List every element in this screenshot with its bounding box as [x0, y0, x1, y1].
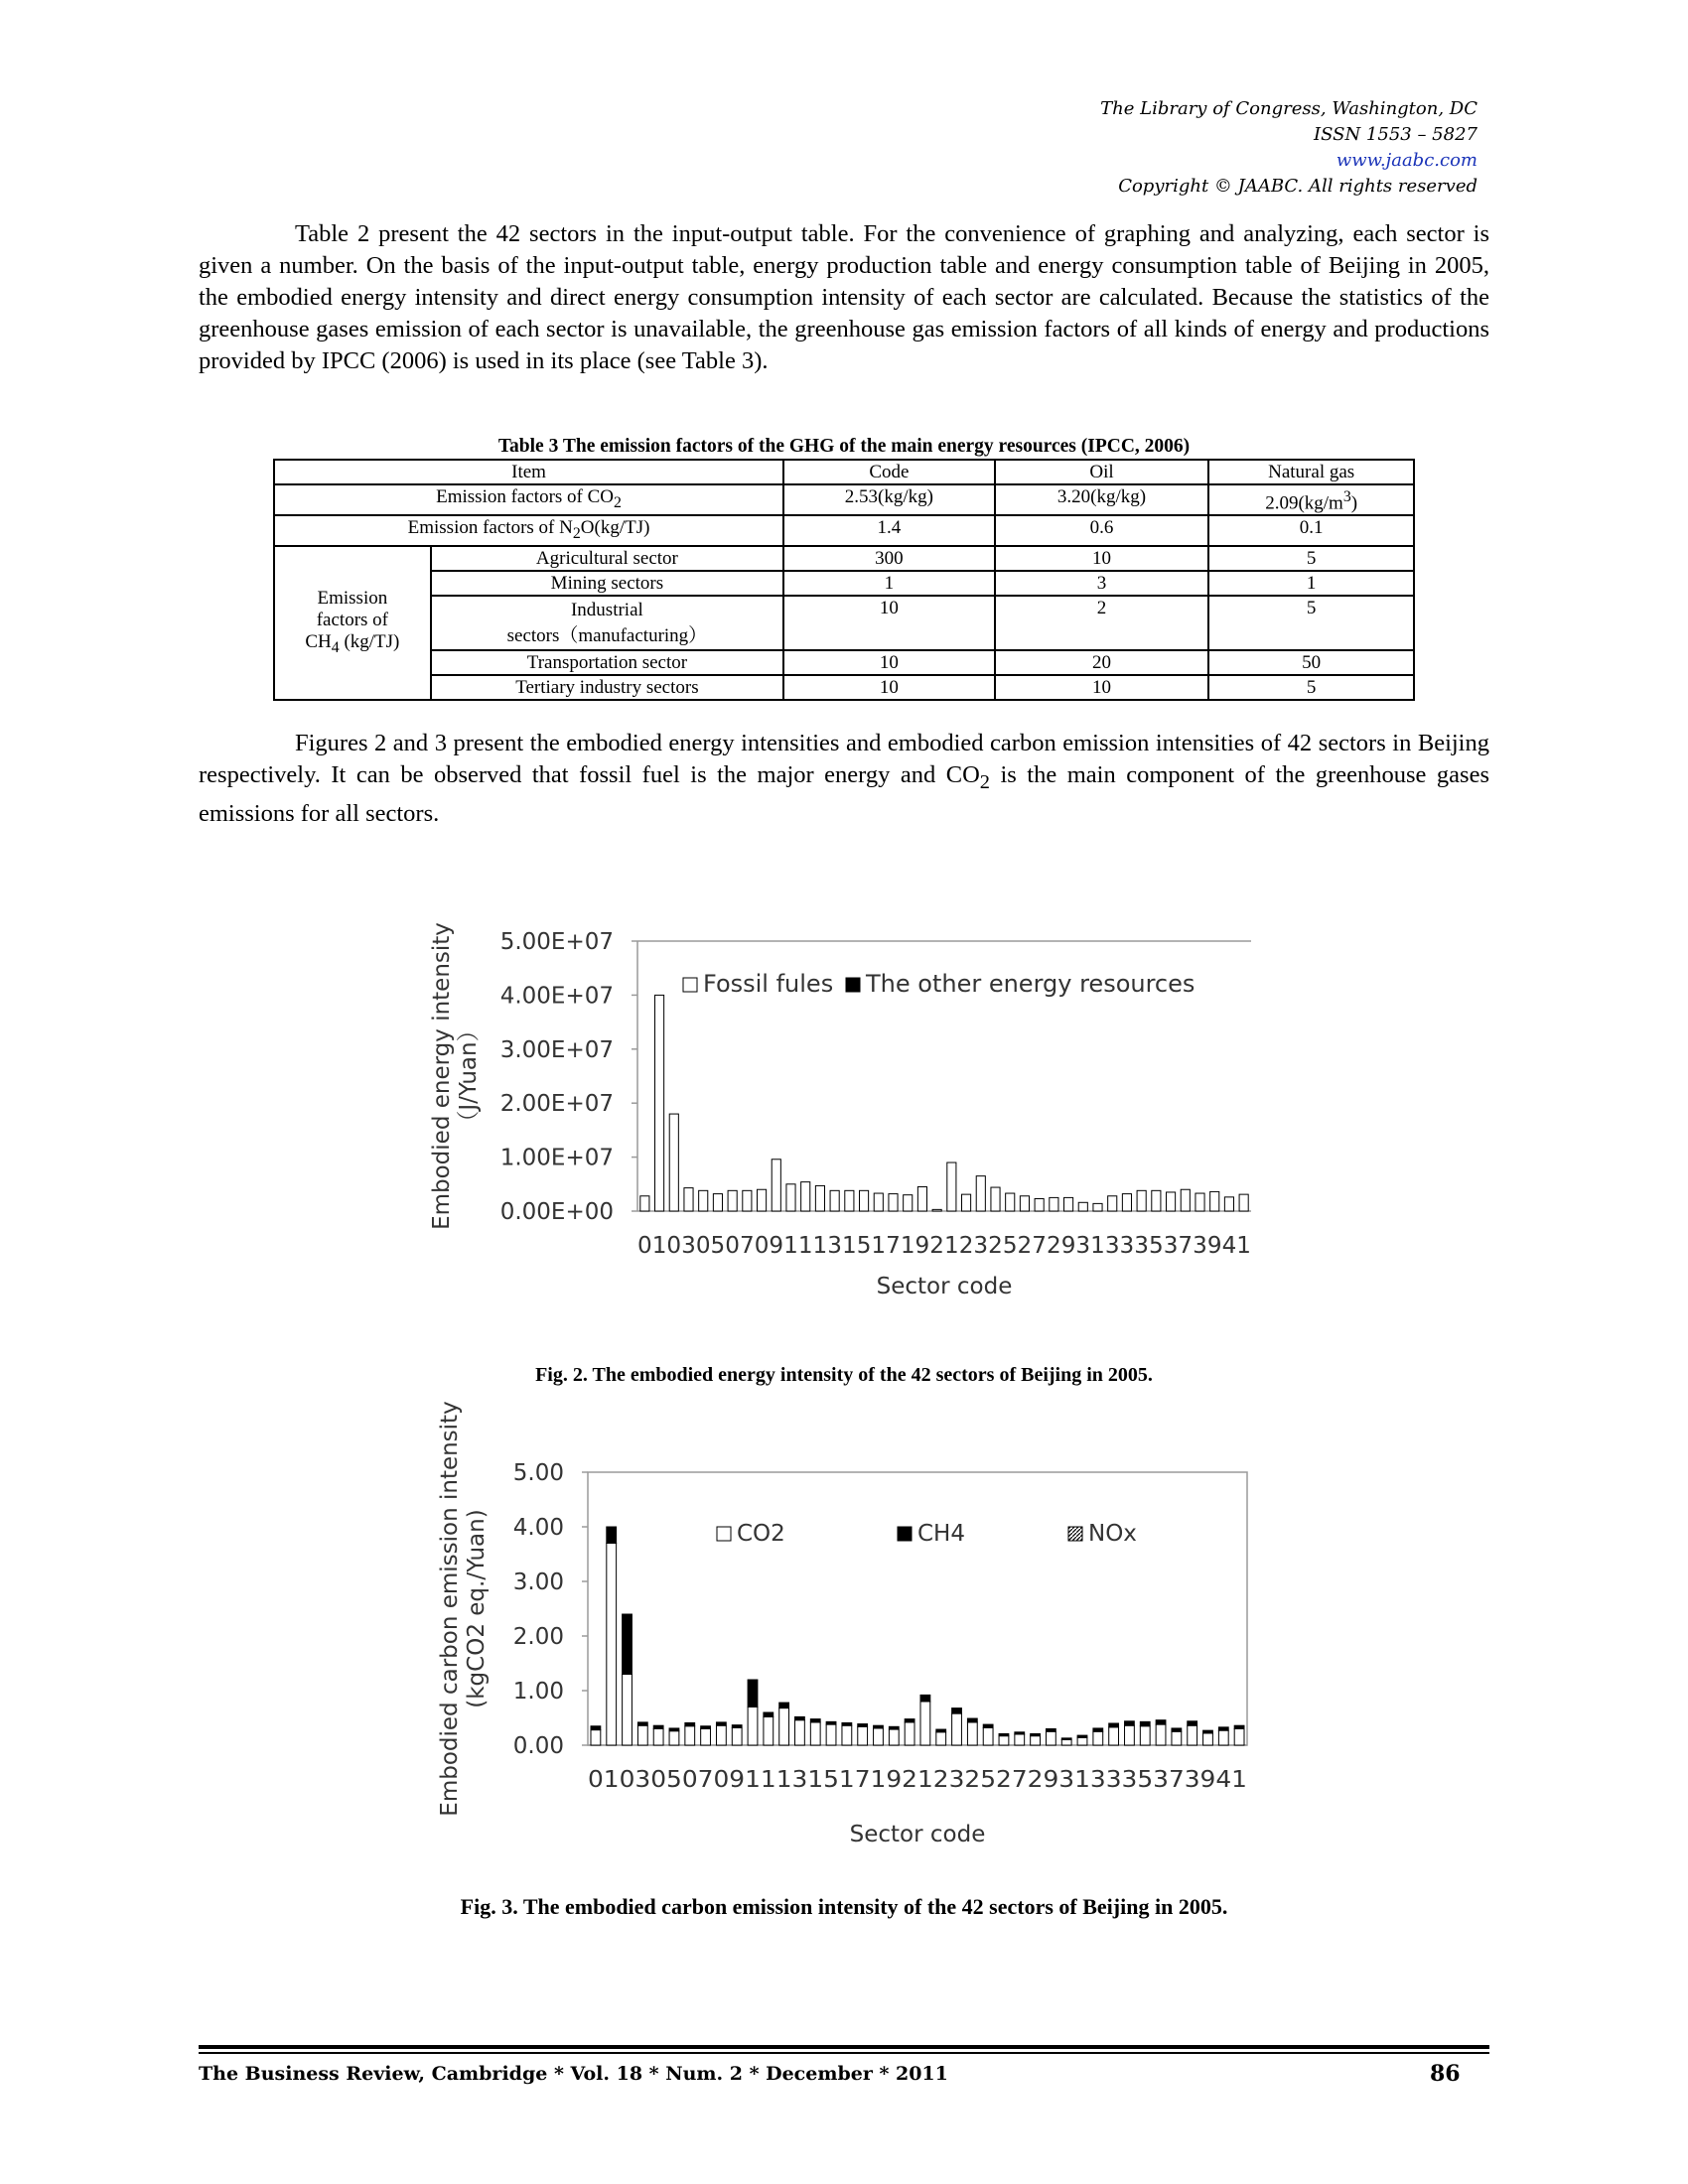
- x-tick-label: 05: [650, 1767, 682, 1793]
- x-tick-label: 25: [988, 1233, 1018, 1259]
- bar-fossil-fules: [1167, 1192, 1176, 1211]
- bar-fossil-fules: [860, 1190, 869, 1211]
- bar-fossil-fules: [684, 1188, 693, 1211]
- figure-3-caption: Fig. 3. The embodied carbon emission intensity of the 42 sectors of Beijing in 2005.: [460, 1894, 1228, 1919]
- ch4-label: Emission factors of $CH_4$ (kg/TJ): [274, 546, 431, 700]
- x-axis-title: Sector code: [849, 1822, 986, 1847]
- x-tick-label: 29: [1047, 1233, 1076, 1259]
- bar-fossil-fules: [772, 1160, 780, 1211]
- bar-fossil-fules: [713, 1194, 722, 1211]
- y-axis-title: Embodied energy intensity（J/Yuan）: [429, 922, 482, 1230]
- x-tick-label: 39: [1184, 1767, 1216, 1793]
- y-tick-label: 1.00E+07: [499, 1145, 614, 1171]
- y-tick-label: 3.00E+07: [499, 1036, 614, 1063]
- footer-rule: [199, 2045, 1489, 2049]
- ch4-code: 1: [783, 571, 995, 596]
- y-tick-label: 2.00E+07: [499, 1091, 614, 1118]
- legend-label: Fossil fules: [703, 970, 834, 998]
- bar-fossil-fules: [743, 1190, 752, 1211]
- ch4-sector: Industrial sectors（manufacturing）: [431, 596, 783, 650]
- x-axis-title: Sector code: [876, 1274, 1013, 1299]
- bar-fossil-fules: [1020, 1196, 1029, 1211]
- footer-rule-thin: [199, 2052, 1489, 2054]
- header-website-link[interactable]: www.jaabc.com: [1336, 150, 1477, 171]
- ch4-oil: 10: [995, 675, 1209, 700]
- x-tick-label: 03: [666, 1233, 696, 1259]
- x-tick-label: 21: [902, 1767, 933, 1793]
- page-number: 86: [1430, 2061, 1461, 2087]
- header-code: Code: [783, 460, 995, 484]
- bar-fossil-fules: [669, 1114, 678, 1211]
- x-tick-label: 11: [745, 1767, 776, 1793]
- x-tick-label: 07: [681, 1767, 714, 1793]
- x-tick-label: 41: [1221, 1233, 1252, 1259]
- x-tick-label: 29: [1027, 1767, 1059, 1793]
- x-tick-label: 15: [807, 1767, 839, 1793]
- ch4-code: 10: [783, 650, 995, 675]
- bar-fossil-fules: [1196, 1193, 1204, 1211]
- co2-label: Emission factors of $CO_2$: [274, 484, 783, 515]
- bar-fossil-fules: [1093, 1203, 1102, 1211]
- bar-fossil-fules: [947, 1162, 956, 1211]
- bar-fossil-fules: [845, 1190, 854, 1211]
- ch4-gas: 5: [1208, 546, 1414, 571]
- bar-fossil-fules: [1108, 1196, 1117, 1211]
- ch4-gas: 5: [1208, 596, 1414, 650]
- ch4-code: 10: [783, 675, 995, 700]
- bar-fossil-fules: [1035, 1198, 1044, 1211]
- n2o-gas: 0.1: [1208, 515, 1414, 546]
- x-tick-label: 23: [932, 1767, 965, 1793]
- header-copyright: Copyright © JAABC. All rights reserved: [1118, 176, 1477, 197]
- x-tick-label: 27: [996, 1767, 1028, 1793]
- bar-fossil-fules: [815, 1185, 824, 1211]
- bar-fossil-fules: [1064, 1197, 1073, 1211]
- x-tick-label: 27: [1017, 1233, 1048, 1259]
- legend-label: CH4: [917, 1521, 965, 1547]
- legend-label: NOx: [1088, 1521, 1137, 1547]
- ch4-gas: 50: [1208, 650, 1414, 675]
- bar-fossil-fules: [640, 1196, 649, 1211]
- ch4-code: 300: [783, 546, 995, 571]
- legend-swatch: [846, 978, 860, 992]
- co2-code: 2.53(kg/kg): [783, 484, 995, 515]
- co2-oil: 3.20(kg/kg): [995, 484, 1209, 515]
- x-tick-label: 19: [870, 1767, 903, 1793]
- y-tick-label: 1.00: [512, 1679, 564, 1705]
- x-tick-label: 35: [1121, 1767, 1154, 1793]
- legend-label: CO2: [737, 1521, 785, 1547]
- x-tick-label: 35: [1134, 1233, 1164, 1259]
- x-tick-label: 05: [695, 1233, 726, 1259]
- ch4-gas: 5: [1208, 675, 1414, 700]
- bar-fossil-fules: [1224, 1197, 1233, 1211]
- x-tick-label: 21: [929, 1233, 959, 1259]
- x-tick-label: 09: [754, 1233, 784, 1259]
- x-tick-label: 41: [1215, 1767, 1247, 1793]
- x-tick-label: 01: [588, 1767, 620, 1793]
- paragraph-text: Table 2 present the 42 sectors in the input-output table. For the convenience of graphing and analyzing, each sector is given a number. On the basis of the input-output table, energy production table and energy consumption table of Beijing in 2005, the embodied energy intensity and direct energy consumption intensity of each sector are calculated. Because the statistics of the greenhouse gases emission of each sector is unavailable, the greenhouse gas emission factors of all kinds of energy and productions provided by IPCC (2006) is used in its place (see Table 3).: [199, 220, 1489, 374]
- bar-fossil-fules: [830, 1190, 839, 1211]
- header-item: Item: [274, 460, 783, 484]
- bar-fossil-fules: [962, 1194, 971, 1211]
- bar-fossil-fules: [991, 1187, 1000, 1211]
- bar-fossil-fules: [904, 1195, 913, 1211]
- bar-fossil-fules: [1137, 1190, 1146, 1211]
- x-tick-label: 31: [1075, 1233, 1105, 1259]
- header-natural-gas: Natural gas: [1208, 460, 1414, 484]
- x-tick-label: 31: [1058, 1767, 1090, 1793]
- ch4-sector: Transportation sector: [431, 650, 783, 675]
- legend-label: The other energy resources: [866, 970, 1196, 998]
- y-tick-label: 3.00: [512, 1570, 564, 1595]
- ch4-oil: 2: [995, 596, 1209, 650]
- bar-fossil-fules: [1239, 1194, 1248, 1211]
- n2o-oil: 0.6: [995, 515, 1209, 546]
- header-library: The Library of Congress, Washington, DC: [1100, 98, 1477, 119]
- x-tick-label: 17: [871, 1233, 901, 1259]
- bar-fossil-fules: [917, 1187, 926, 1211]
- ch4-sector: Agricultural sector: [431, 546, 783, 571]
- x-tick-label: 39: [1193, 1233, 1222, 1259]
- x-tick-label: 17: [838, 1767, 871, 1793]
- y-tick-label: 5.00: [512, 1460, 564, 1486]
- header-oil: Oil: [995, 460, 1209, 484]
- y-tick-label: 0.00: [512, 1733, 564, 1759]
- x-tick-label: 13: [812, 1233, 842, 1259]
- bar-fossil-fules: [699, 1190, 708, 1211]
- x-tick-label: 13: [775, 1767, 808, 1793]
- header-issn: ISSN 1553 – 5827: [1314, 124, 1477, 145]
- ch4-gas: 1: [1208, 571, 1414, 596]
- x-tick-label: 15: [842, 1233, 872, 1259]
- bar-fossil-fules: [728, 1190, 737, 1211]
- ch4-sector: Tertiary industry sectors: [431, 675, 783, 700]
- y-axis-title: Embodied carbon emission intensity(kgCO2 eq./Yuan): [437, 1401, 490, 1817]
- bar-fossil-fules: [801, 1182, 810, 1211]
- x-tick-label: 25: [964, 1767, 997, 1793]
- bar-fossil-fules: [786, 1184, 795, 1211]
- x-tick-label: 03: [619, 1767, 651, 1793]
- bar-fossil-fules: [1078, 1202, 1087, 1211]
- ch4-oil: 20: [995, 650, 1209, 675]
- co2-gas: $2.09(kg/m^3)$: [1208, 484, 1414, 515]
- n2o-code: 1.4: [783, 515, 995, 546]
- x-tick-label: 37: [1153, 1767, 1185, 1793]
- n2o-label: Emission factors of $N_2O(kg/TJ)$: [274, 515, 783, 546]
- bar-fossil-fules: [1152, 1190, 1161, 1211]
- ch4-oil: 3: [995, 571, 1209, 596]
- ch4-code: 10: [783, 596, 995, 650]
- x-tick-label: 19: [900, 1233, 930, 1259]
- x-tick-label: 37: [1163, 1233, 1194, 1259]
- bar-fossil-fules: [1006, 1193, 1015, 1211]
- bar-fossil-fules: [889, 1194, 898, 1211]
- y-tick-label: 4.00E+07: [499, 983, 614, 1010]
- x-tick-label: 07: [725, 1233, 755, 1259]
- bar-fossil-fules: [932, 1209, 941, 1211]
- x-tick-label: 01: [637, 1233, 667, 1259]
- bar-fossil-fules: [758, 1189, 767, 1211]
- table-3-caption: Table 3 The emission factors of the GHG of the main energy resources (IPCC, 2006): [497, 436, 1191, 457]
- paragraph-text: Figures 2 and 3 present the embodied energy intensities and embodied carbon emission intensities of 42 sectors in Beijing respectively. It can be observed that fossil fuel is the major energy and $CO_2$ is the main component of the greenhouse gases emissions for all sectors.: [199, 730, 1489, 827]
- bar-fossil-fules: [874, 1193, 883, 1211]
- ch4-sector: Mining sectors: [431, 571, 783, 596]
- bar-fossil-fules: [976, 1176, 985, 1211]
- y-tick-label: 4.00: [512, 1515, 564, 1541]
- legend-swatch: [683, 978, 697, 992]
- figure-2-caption: Fig. 2. The embodied energy intensity of the 42 sectors of Beijing in 2005.: [535, 1364, 1153, 1386]
- bar-fossil-fules: [655, 995, 664, 1211]
- y-tick-label: 5.00E+07: [499, 929, 614, 955]
- x-tick-label: 33: [1089, 1767, 1122, 1793]
- y-tick-label: 0.00E+00: [499, 1199, 614, 1225]
- x-tick-label: 23: [958, 1233, 989, 1259]
- bar-fossil-fules: [1122, 1194, 1131, 1211]
- y-tick-label: 2.00: [512, 1624, 564, 1650]
- ch4-oil: 10: [995, 546, 1209, 571]
- bar-fossil-fules: [1050, 1197, 1058, 1211]
- x-tick-label: 11: [783, 1233, 813, 1259]
- bar-fossil-fules: [1210, 1191, 1219, 1211]
- x-tick-label: 09: [713, 1767, 746, 1793]
- footer-journal: The Business Review, Cambridge * Vol. 18 * Num. 2 * December * 2011: [199, 2063, 948, 2085]
- bar-fossil-fules: [1181, 1189, 1190, 1211]
- x-tick-label: 33: [1104, 1233, 1135, 1259]
